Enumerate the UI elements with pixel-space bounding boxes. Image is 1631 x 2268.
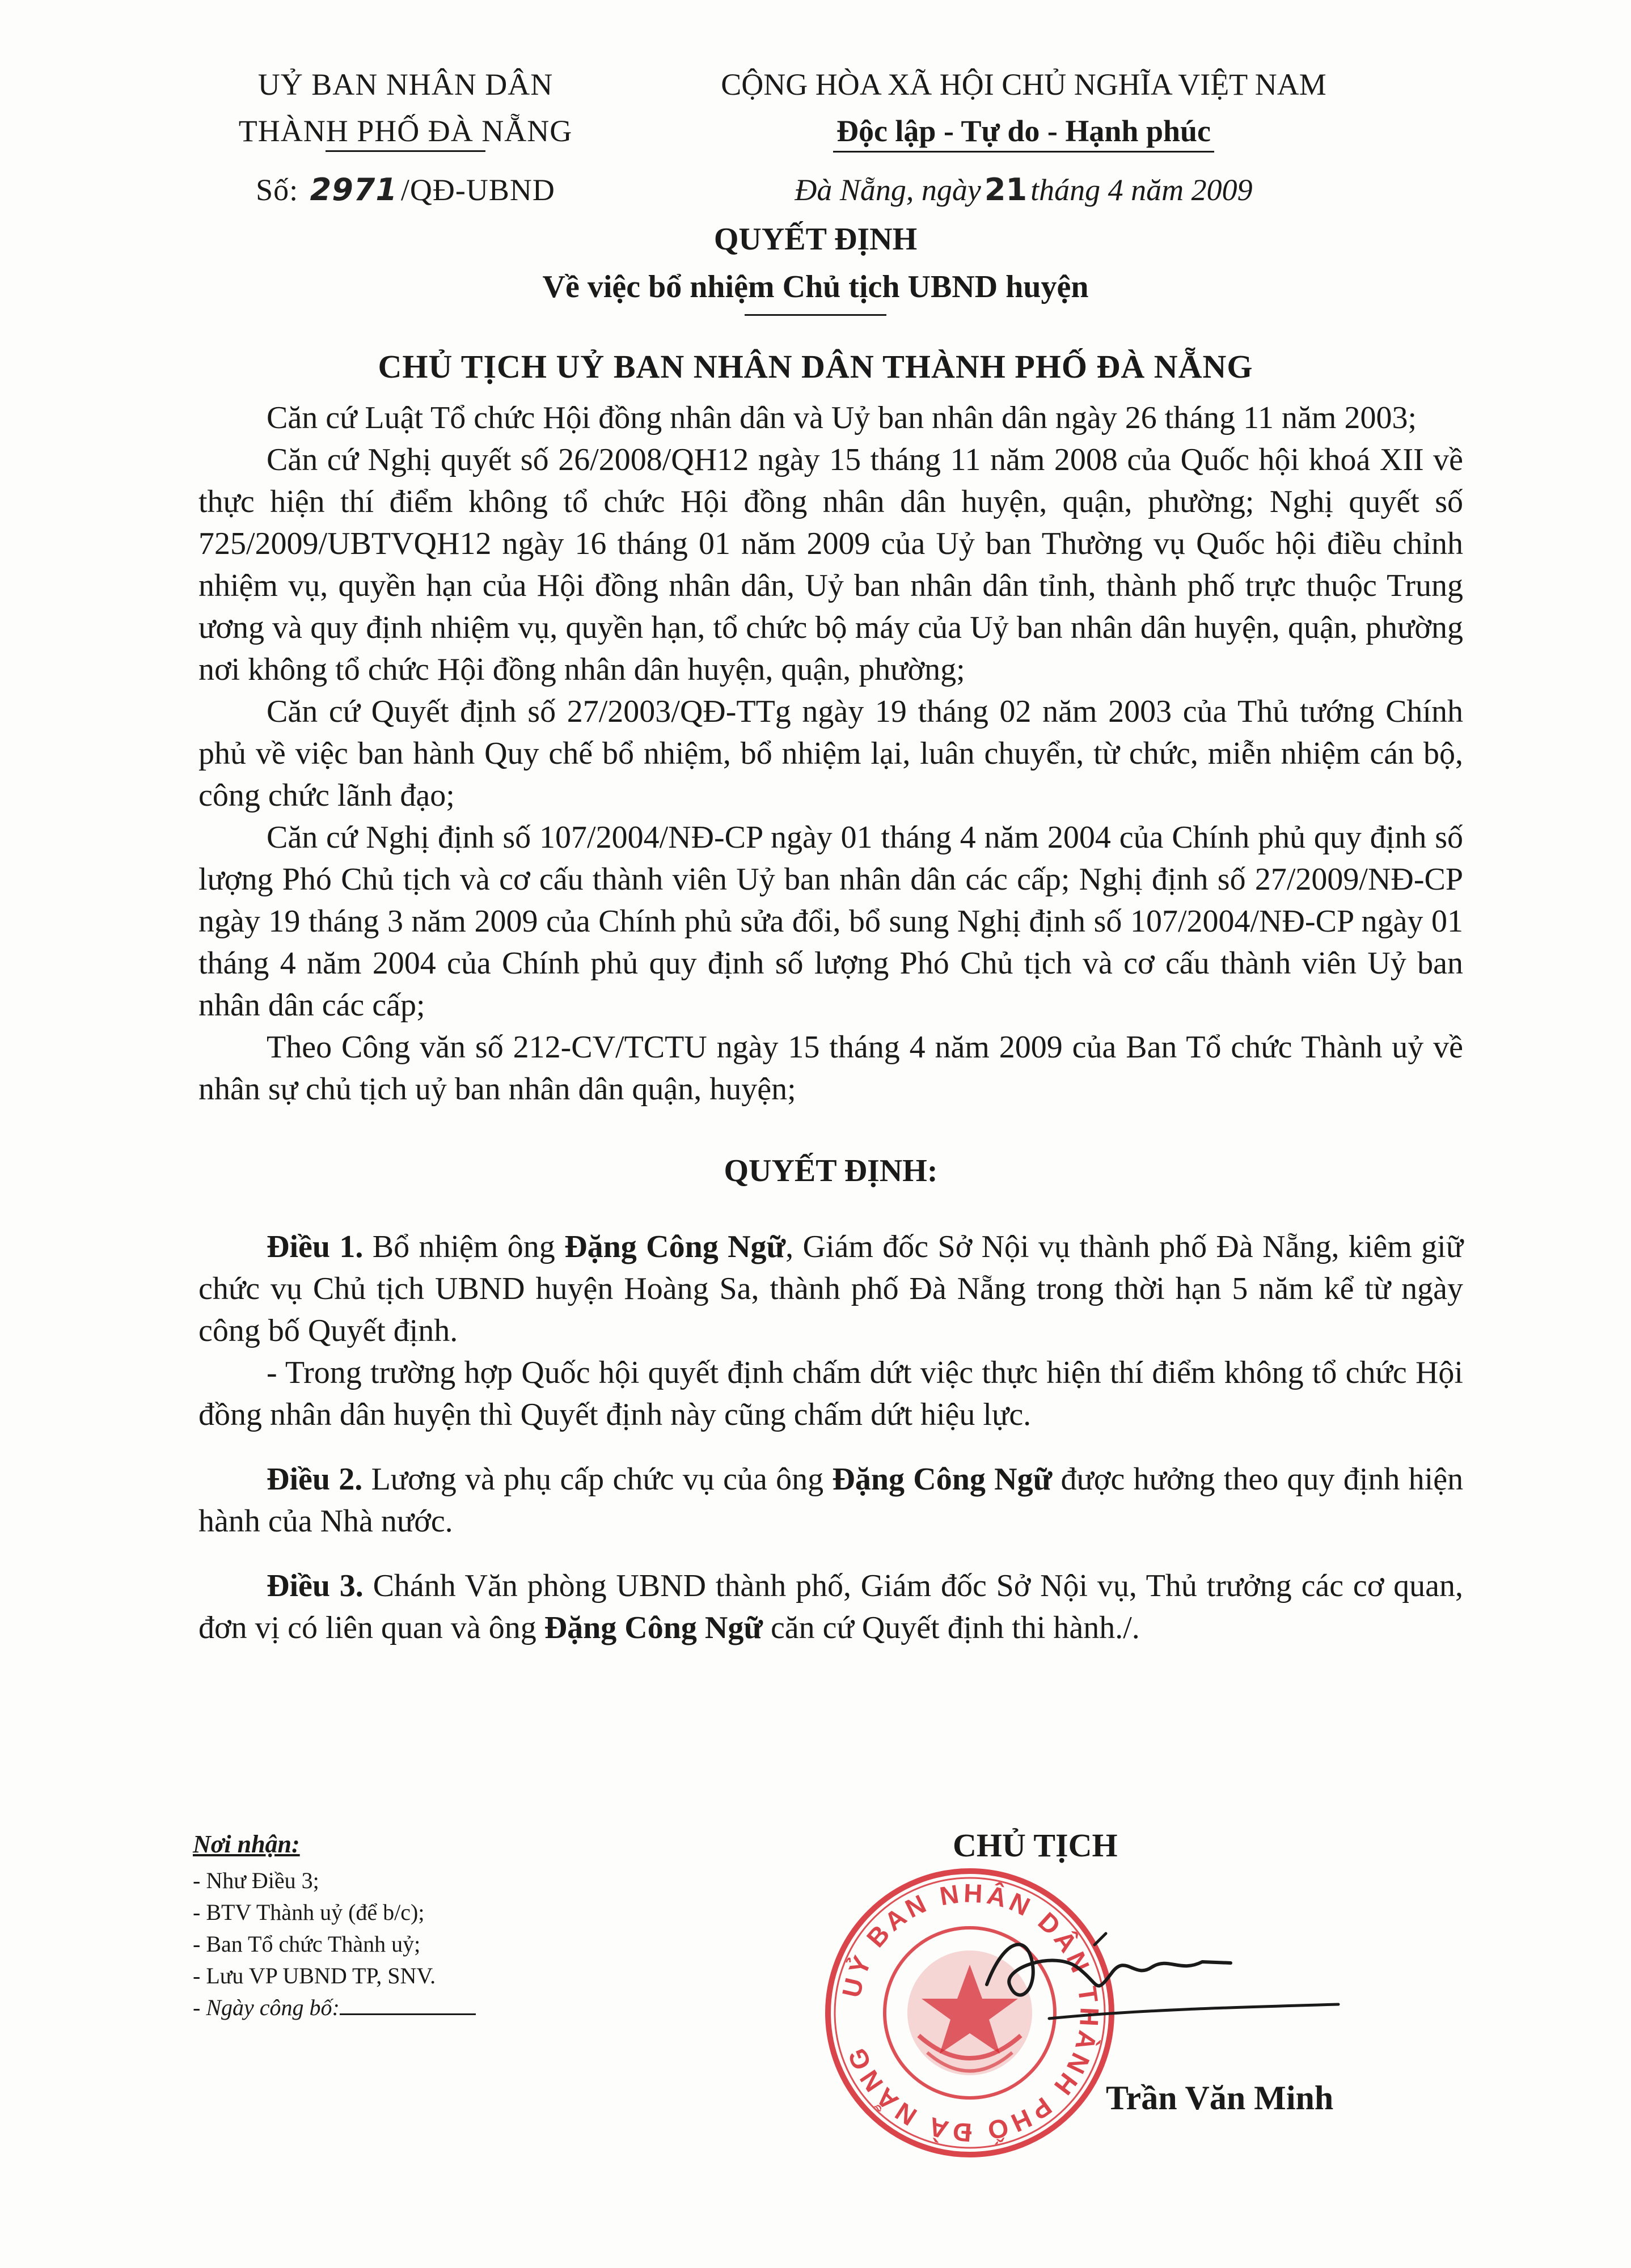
document-body [198, 397, 1463, 1649]
agency-line-2: THÀNH PHỐ ĐÀ NẴNG [239, 108, 572, 154]
issuing-agency [170, 61, 641, 213]
recipient-item: - Như Điều 3; [193, 1868, 319, 1893]
title-divider [745, 314, 886, 316]
handwritten-day: 21 [984, 172, 1028, 208]
preamble-1: Căn cứ Luật Tổ chức Hội đồng nhân dân và Uỷ ban nhân dân ngày 26 tháng 11 năm 2003; [267, 400, 1417, 435]
title-decision: QUYẾT ĐỊNH [713, 222, 918, 257]
recipient-item: - BTV Thành uỷ (để b/c); [193, 1899, 425, 1925]
announce-date: - Ngày công bố: [193, 1992, 703, 2024]
preamble-4: Căn cứ Nghị định số 107/2004/NĐ-CP ngày 01 tháng 4 năm 2004 của Chính phủ quy định số lượng Phó Chủ tịch và cơ cấu thành viên Uỷ ban nhân dân các cấp; Nghị định số 27/2009/NĐ-CP ngày 19 tháng 3 năm 2009 của Chính phủ sửa đổi, bổ sung Nghị định số 107/2004/NĐ-CP ngày 01 tháng 4 năm 2004 của Chính phủ quy định số lượng Phó Chủ tịch và cơ cấu thành viên Uỷ ban nhân dân các cấp; [198, 820, 1463, 1023]
document-number: Số: 2971 /QĐ-UBND [256, 172, 555, 208]
preamble-5: Theo Công văn số 212-CV/TCTU ngày 15 tháng 4 năm 2009 của Ban Tổ chức Thành uỷ về nhân sự chủ tịch uỷ ban nhân dân quận, huyện; [198, 1030, 1463, 1107]
article-2: Điều 2. Lương và phụ cấp chức vụ của ông Đặng Công Ngữ được hưởng theo quy định hiện hành của Nhà nước. [198, 1462, 1464, 1539]
agency-line-1: UỶ BAN NHÂN DÂN [257, 67, 553, 101]
recipients-list [193, 1829, 703, 2024]
recipient-item: - Lưu VP UBND TP, SNV. [193, 1963, 436, 1988]
decision-heading: QUYẾT ĐỊNH: [724, 1153, 938, 1188]
title-subject: Về việc bổ nhiệm Chủ tịch UBND huyện [542, 269, 1089, 304]
recipients-heading: Nơi nhận: [193, 1830, 300, 1858]
preamble-3: Căn cứ Quyết định số 27/2003/QĐ-TTg ngày 19 tháng 02 năm 2003 của Thủ tướng Chính phủ về việc ban hành Quy chế bổ nhiệm, bổ nhiệm lại, luân chuyển, từ chức, miễn nhiệm cán bộ, công chức lãnh đạo; [198, 694, 1463, 813]
national-motto: Độc lập - Tự do - Hạnh phúc [833, 111, 1214, 153]
preamble-2: Căn cứ Nghị quyết số 26/2008/QH12 ngày 15 tháng 11 năm 2008 của Quốc hội khoá XII về thực hiện thí điểm không tổ chức Hội đồng nhân dân huyện, quận, phường; Nghị quyết số 725/2009/UBTVQH12 ngày 16 tháng 01 năm 2009 của Uỷ ban Thường vụ Quốc hội điều chỉnh nhiệm vụ, quyền hạn của Hội đồng nhân dân, Uỷ ban nhân dân tỉnh, thành phố trực thuộc Trung ương và quy định nhiệm vụ, quyền hạn, tổ chức bộ máy của Uỷ ban nhân dân huyện, quận, phường nơi không tổ chức Hội đồng nhân dân huyện, quận, phường; [198, 442, 1463, 687]
handwritten-number: 2971 [310, 172, 398, 208]
article-1: Điều 1. Bổ nhiệm ông Đặng Công Ngữ, Giám đốc Sở Nội vụ thành phố Đà Nẵng, kiêm giữ chức vụ Chủ tịch UBND huyện Hoàng Sa, thành phố Đà Nẵng trong thời hạn 5 năm kể từ ngày công bố Quyết định. [198, 1229, 1464, 1348]
signer-name: Trần Văn Minh [1106, 2079, 1334, 2117]
handwritten-signature [964, 1899, 1361, 2047]
signer-title: CHỦ TỊCH [953, 1827, 1118, 1864]
issuing-authority: CHỦ TỊCH UỶ BAN NHÂN DÂN THÀNH PHỐ ĐÀ NẴNG [378, 348, 1253, 385]
announce-date-blank [340, 2013, 476, 2015]
article-1-note: - Trong trường hợp Quốc hội quyết định chấm dứt việc thực hiện thí điểm không tổ chức Hội đồng nhân dân huyện thì Quyết định này cũng chấm dứt hiệu lực. [198, 1355, 1463, 1432]
article-3: Điều 3. Chánh Văn phòng UBND thành phố, Giám đốc Sở Nội vụ, Thủ trưởng các cơ quan, đơn vị có liên quan và ông Đặng Công Ngữ căn cứ Quyết định thi hành./. [198, 1568, 1464, 1645]
national-header [647, 61, 1401, 213]
issue-date: Đà Nẵng, ngày 21 tháng 4 năm 2009 [795, 172, 1253, 208]
svg-text:UỶ BAN NHÂN DÂN THÀNH PHỐ ĐÀ N: UỶ BAN NHÂN DÂN THÀNH PHỐ ĐÀ NẴNG [836, 1878, 1105, 2148]
document-title [0, 215, 1631, 391]
recipient-item: - Ban Tổ chức Thành uỷ; [193, 1931, 421, 1957]
nation-name: CỘNG HÒA XÃ HỘI CHỦ NGHĨA VIỆT NAM [721, 67, 1326, 101]
appointee-name: Đặng Công Ngữ [564, 1229, 786, 1264]
